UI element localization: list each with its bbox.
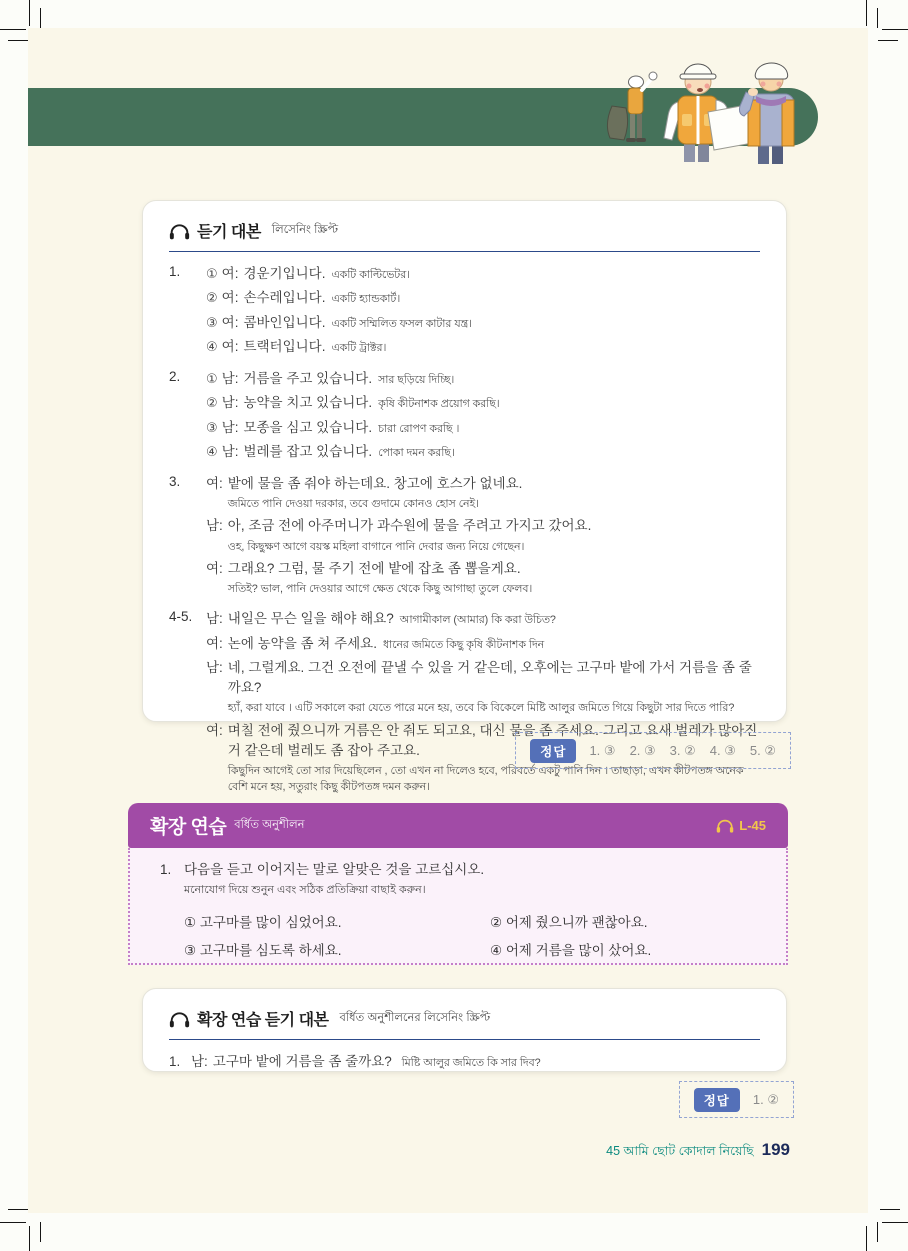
- section-title-bengali: লিসেনিং স্ক্রিপ্ট: [271, 224, 339, 236]
- crop-mark-icon: [880, 1209, 900, 1210]
- answer-items: [753, 1092, 779, 1108]
- answer-option: ④ 어제 거름을 많이 샀어요.: [490, 943, 652, 959]
- script-line: [206, 609, 760, 629]
- script-line: [206, 393, 760, 413]
- script-line-text: [228, 516, 760, 554]
- option-marker-icon: ①: [206, 266, 218, 281]
- expansion-header-bar: [128, 803, 788, 848]
- answer-strip-2: [679, 1081, 794, 1118]
- script-line: [206, 418, 760, 438]
- bengali-translation: একটি সম্মিলিত ফসল কাটার যন্ত্র।: [331, 317, 472, 330]
- bengali-translation: ধানের জমিতে কিছু কৃষি কীটনাশক দিন: [382, 638, 545, 651]
- script-line: [206, 369, 760, 389]
- speaker-label: 여:: [221, 266, 239, 281]
- speaker-label: 여:: [206, 560, 223, 576]
- script-group: [169, 609, 760, 799]
- section-title-korean: 듣기 대본: [197, 224, 261, 241]
- script-line: [206, 474, 760, 512]
- korean-text: 네, 그럴게요. 그건 오전에 끝낼 수 있을 거 같은데, 오후에는 고구마 밭에 가서 거름을 좀 줄까요?: [227, 659, 752, 696]
- listening-script-header: [169, 219, 760, 242]
- script-line: [169, 1052, 760, 1072]
- bengali-translation: মিষ্টি আলুর জমিতে কি সার দিব?: [401, 1057, 541, 1069]
- korean-text: 며칠 전에 줬으니까 거름은 안 줘도 되고요, 대신 물을 좀 주세요. 그리고 요새 벌레가 많아진 거 같은데 벌레도 좀 잡아 주고요.: [227, 722, 758, 758]
- bengali-translation: একটি হ্যান্ডকার্ট।: [331, 293, 401, 306]
- question-bengali: মনোযোগ দিয়ে শুনুন এবং সঠিক প্রতিক্রিয়া বাছাই করুন।: [184, 883, 426, 896]
- script-group: [169, 264, 760, 361]
- script-group-number: 1.: [169, 264, 181, 279]
- script-group-number: 3.: [169, 474, 181, 489]
- background-workers: [607, 72, 657, 142]
- korean-text: 거름을 주고 있습니다.: [243, 371, 373, 386]
- page-footer: [606, 1140, 790, 1163]
- korean-text: 고구마 밭에 거름을 좀 줄까요?: [212, 1054, 392, 1069]
- option-marker-icon: ②: [206, 290, 218, 306]
- question-korean: 다음을 듣고 이어지는 말로 알맞은 것을 고르십시오.: [184, 862, 485, 877]
- script-line-text: [243, 337, 760, 357]
- script-group: [169, 369, 760, 466]
- section-title-bengali: বর্ধিত অনুশীলনের লিসেনিং স্ক্রিপ্ট: [339, 1012, 491, 1024]
- korean-text: 논에 농약을 좀 쳐 주세요.: [227, 635, 377, 651]
- script-line: [206, 337, 760, 357]
- answer-item: 3. ②: [669, 742, 696, 758]
- option-marker-icon: ①: [206, 371, 218, 386]
- script-line: [206, 658, 760, 717]
- script-line: [206, 264, 760, 284]
- script-line-text: [228, 658, 760, 717]
- korean-text: 농약을 치고 있습니다.: [243, 395, 373, 411]
- answer-item: 2. ③: [629, 742, 656, 758]
- expansion-title-korean: 확장 연습: [150, 817, 227, 838]
- option-marker-icon: ④: [206, 338, 218, 354]
- script-group-number: 4-5.: [169, 609, 193, 625]
- expansion-question-panel: [128, 848, 788, 965]
- script-line-text: [243, 369, 760, 389]
- workers-illustration: [596, 36, 832, 168]
- bengali-translation: সার ছড়িয়ে দিচ্ছি।: [378, 374, 455, 386]
- korean-text: 내일은 무슨 일을 해야 해요?: [227, 611, 394, 627]
- korean-text: 모종을 심고 있습니다.: [243, 419, 373, 435]
- script-group-lines: [206, 474, 760, 601]
- answer-item: 1. ②: [752, 1091, 779, 1107]
- bengali-translation: চারা রোপণ করছি ।: [378, 422, 460, 435]
- option-marker-icon: ③: [206, 314, 218, 330]
- script-line-text: [243, 418, 760, 438]
- expansion-title-bengali: বর্ধিত অনুশীলন: [234, 819, 305, 831]
- script-group-lines: [206, 609, 760, 799]
- script-line-text: [228, 559, 760, 597]
- answer-item: 1. ③: [589, 742, 616, 758]
- speaker-label: 남:: [221, 395, 239, 411]
- speaker-label: 여:: [221, 314, 239, 330]
- korean-text: 트랙터입니다.: [243, 338, 326, 354]
- audio-track-label-group: [716, 818, 766, 833]
- expansion-script-header: [169, 1007, 760, 1030]
- script-line: [206, 634, 760, 654]
- korean-text: 벌레를 잡고 있습니다.: [243, 443, 373, 459]
- headphone-icon: [169, 1010, 190, 1028]
- script-line-number: 1.: [169, 1054, 181, 1069]
- speaker-label: 여:: [206, 722, 223, 738]
- korean-text: 경운기입니다.: [243, 266, 326, 281]
- crop-mark-icon: [29, 1226, 30, 1251]
- script-line: [206, 442, 760, 462]
- headphone-icon: [169, 222, 190, 240]
- crop-mark-icon: [866, 1226, 867, 1251]
- speaker-label: 남:: [206, 518, 223, 534]
- answer-badge: 정답: [694, 1088, 740, 1112]
- crop-mark-icon: [882, 29, 908, 30]
- bengali-translation: আগামীকাল (আমার) কি করা উচিত?: [399, 614, 556, 627]
- bengali-translation: সতিই? ভাল, পানি দেওয়ার আগে ক্ষেত থেকে কিছু আগাছা তুলে ফেলব।: [227, 583, 533, 596]
- page-number: 199: [761, 1140, 790, 1159]
- speaker-label: 여:: [206, 476, 223, 491]
- korean-text: 손수레입니다.: [243, 290, 326, 306]
- speaker-label: 여:: [221, 338, 239, 354]
- crop-mark-icon: [8, 40, 28, 41]
- crop-mark-icon: [866, 0, 867, 26]
- bengali-translation: পোকা দমন করছি।: [378, 446, 455, 459]
- script-line-text: [243, 264, 760, 284]
- speaker-label: 남:: [221, 443, 239, 459]
- audio-track-label: L-45: [739, 818, 766, 833]
- script-line-text: [243, 393, 760, 413]
- bengali-translation: কৃষি কীটনাশক প্রয়োগ করছি।: [378, 398, 500, 411]
- bengali-translation: ওহ, কিছুক্ষণ আগে বয়স্ক মহিলা বাগানে পানি দেবার জন্য নিয়ে গেছেন।: [227, 540, 525, 553]
- worker-right: [740, 63, 795, 164]
- speaker-label: 남:: [221, 419, 239, 435]
- script-line-text: [228, 634, 760, 654]
- answer-option: ② 어제 줬으니까 괜찮아요.: [490, 915, 648, 931]
- script-line-text: [243, 442, 760, 462]
- speaker-label: 남:: [191, 1054, 208, 1069]
- crop-mark-icon: [878, 40, 898, 41]
- script-group-lines: [206, 264, 760, 361]
- answer-items: [589, 743, 776, 759]
- bengali-translation: হ্যাঁ, করা যাবে । এটি সকালে করা যেতে পারে মনে হয়, তবে কি বিকেলে মিষ্টি আলুর জমিতে গিয়ে কিছুটা সার দিতে পারি?: [227, 702, 735, 715]
- crop-mark-icon: [0, 29, 26, 30]
- crop-mark-icon: [29, 0, 30, 26]
- crop-mark-icon: [882, 1222, 908, 1223]
- crop-mark-icon: [40, 8, 41, 28]
- expansion-script-box: [142, 988, 787, 1072]
- speaker-label: 남:: [206, 611, 223, 627]
- speaker-label: 여:: [221, 290, 239, 306]
- chapter-title: 45 আমি ছোট কোদাল নিয়েছি: [606, 1144, 754, 1158]
- answer-badge: 정답: [530, 739, 576, 763]
- script-line-text: [243, 288, 760, 308]
- bengali-translation: কিছুদিন আগেই তো সার দিয়েছিলেন , তো এখন না দিলেও হবে, পরিবর্তে একটু পানি দিন । তাছাড়া, এখন কীটপতঙ্গ অনেক বেশি মনে হয়, সতুরাং কিছু কীটপতঙ্গ দমন করুন।: [227, 765, 744, 794]
- answer-option: ③ 고구마를 심도록 하세요.: [184, 943, 342, 959]
- korean-text: 콤바인입니다.: [243, 314, 326, 330]
- crop-mark-icon: [0, 1222, 26, 1223]
- option-marker-icon: ④: [206, 443, 218, 459]
- script-line-text: [228, 609, 760, 629]
- question-number: 1.: [160, 862, 172, 877]
- script-group-lines: [206, 369, 760, 466]
- answer-item: 5. ②: [749, 742, 776, 758]
- script-line: [206, 313, 760, 333]
- bengali-translation: একটি কাল্টিভেটর।: [331, 269, 410, 281]
- script-line: [206, 288, 760, 308]
- korean-text: 아, 조금 전에 아주머니가 과수원에 물을 주려고 가지고 갔어요.: [227, 518, 592, 534]
- speaker-label: 여:: [206, 635, 223, 651]
- section-title-korean: 확장 연습 듣기 대본: [197, 1012, 329, 1029]
- script-group-number: 2.: [169, 369, 181, 384]
- bengali-translation: জমিতে পানি দেওয়া দরকার, তবে গুদামে কোনও হোস নেই।: [227, 498, 479, 511]
- answer-option: ① 고구마를 많이 심었어요.: [184, 915, 342, 931]
- headphone-icon: [716, 818, 734, 833]
- script-line-text: [243, 313, 760, 333]
- speaker-label: 남:: [221, 371, 239, 386]
- options-grid: [184, 911, 770, 959]
- answer-item: 4. ③: [709, 742, 736, 758]
- crop-mark-icon: [40, 1222, 41, 1242]
- korean-text: 밭에 물을 좀 줘야 하는데요. 창고에 호스가 없네요.: [227, 476, 523, 491]
- script-line-text: [228, 474, 760, 512]
- script-group: [169, 474, 760, 601]
- crop-mark-icon: [877, 8, 878, 28]
- header-rule: [169, 251, 760, 252]
- korean-text: 그래요? 그럼, 물 주기 전에 밭에 잡초 좀 뽑을게요.: [227, 560, 521, 576]
- script-groups: [169, 264, 760, 799]
- header-rule: [169, 1039, 760, 1040]
- crop-mark-icon: [877, 1222, 878, 1242]
- bengali-translation: একটি ট্রাক্টর।: [331, 341, 387, 354]
- crop-mark-icon: [8, 1209, 28, 1210]
- script-line: [206, 516, 760, 554]
- script-line: [206, 559, 760, 597]
- speaker-label: 남:: [206, 659, 223, 675]
- option-marker-icon: ②: [206, 395, 218, 411]
- option-marker-icon: ③: [206, 419, 218, 435]
- answer-strip-1: [515, 732, 791, 769]
